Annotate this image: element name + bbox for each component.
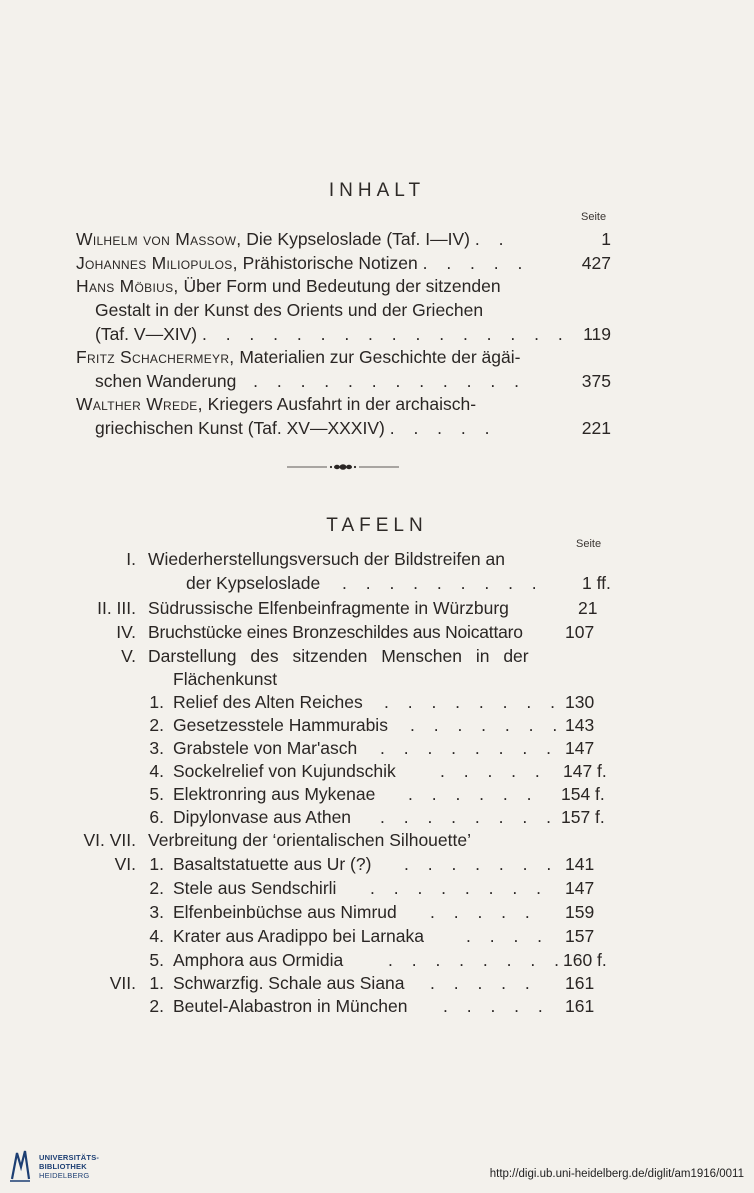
plate-roman: VI. VII.: [83, 830, 136, 850]
plate-text: Schwarzfig. Schale aus Siana: [173, 973, 405, 993]
plate-text: Relief des Alten Reiches: [173, 692, 363, 712]
toc-entry: [76, 393, 611, 441]
toc-page: 427: [581, 253, 611, 273]
plate-number: 2.: [149, 878, 164, 898]
toc-page: 375: [581, 370, 611, 391]
toc-line: [76, 275, 611, 299]
plate-text: Gesetzesstele Hammurabis: [173, 715, 388, 735]
logo-line: BIBLIOTHEK: [39, 1162, 87, 1171]
plate-page: 154 f.: [561, 784, 605, 804]
plate-page: 159: [565, 902, 595, 922]
toc-author: Wilhelm von Massow,: [76, 229, 242, 249]
toc-page: 1: [601, 229, 611, 249]
source-url-link[interactable]: http://digi.ub.uni-heidelberg.de/diglit/am1916/0011: [489, 1168, 744, 1180]
plate-row: VII. 1. Schwarzfig. Schale aus Siana . . . . . 161: [0, 972, 754, 995]
plate-roman: II. III.: [97, 598, 136, 618]
plate-number: 4.: [149, 926, 164, 946]
plate-text: Sockelrelief von Kujundschik: [173, 761, 396, 781]
toc-line: schen Wanderung . . . . . . . . . . . . 375: [76, 370, 611, 394]
plate-text: Elektronring aus Mykenae: [173, 784, 376, 804]
plate-text: Verbreitung der ‘orientalischen Silhouette’: [148, 830, 471, 850]
toc-entry: [76, 228, 611, 252]
plate-text: der Kypseloslade: [186, 573, 321, 593]
toc-page: 221: [581, 417, 611, 438]
toc-author: Walther Wrede,: [76, 394, 203, 414]
logo-line: HEIDELBERG: [39, 1171, 90, 1180]
plate-page: 161: [565, 973, 595, 993]
plate-number: 5.: [149, 950, 164, 970]
plate-page: 157: [565, 926, 595, 946]
plate-page: 21: [578, 598, 598, 618]
toc-title-cont: (Taf. V—XIV): [95, 323, 198, 344]
plate-row: [0, 621, 754, 644]
plate-roman: VII.: [109, 973, 136, 993]
plate-page: 161: [565, 996, 595, 1016]
plate-roman: IV.: [116, 622, 136, 642]
plate-roman: VI.: [114, 854, 136, 874]
plate-number: 5.: [149, 784, 164, 804]
plate-text: Wiederherstellungsversuch der Bildstreifen an: [148, 549, 505, 569]
plate-page: 147 f.: [563, 761, 607, 781]
plate-row: [0, 829, 754, 852]
plate-row: [0, 548, 754, 571]
plate-text: Stele aus Sendschirli: [173, 878, 337, 898]
plate-page: 157 f.: [561, 807, 605, 827]
toc-title: Über Form und Bedeutung der sitzenden: [183, 276, 501, 296]
plate-text: Dipylonvase aus Athen: [173, 807, 352, 827]
toc-line: Wilhelm von Massow, Die Kypseloslade (Taf. I—IV) . . 1: [76, 228, 611, 252]
plate-row: 4. Krater aus Aradippo bei Larnaka . . . . 157: [0, 925, 754, 948]
toc-line: [76, 346, 611, 370]
plate-text: Amphora aus Ormidia: [173, 950, 344, 970]
plate-row: [0, 645, 754, 668]
toc-title-cont: Gestalt in der Kunst des Orients und der Griechen: [95, 299, 484, 320]
plate-text: Elfenbeinbüchse aus Nimrud: [173, 902, 397, 922]
plate-page: 141: [565, 854, 595, 874]
inhalt-seite-label: Seite: [581, 211, 607, 223]
plate-row: 5. Elektronring aus Mykenae . . . . . . 154 f.: [0, 783, 754, 806]
plate-number: 6.: [149, 807, 164, 827]
toc-line: (Taf. V—XIV) . . . . . . . . . . . . . . . . 119: [76, 323, 611, 347]
plate-number: 2.: [149, 715, 164, 735]
plate-row: der Kypseloslade . . . . . . . . . 1 ff.: [186, 573, 611, 593]
plate-number: 4.: [149, 761, 164, 781]
plate-row: 2. Gesetzesstele Hammurabis . . . . . . . 143: [0, 714, 754, 737]
plate-page: 147: [565, 738, 595, 758]
plate-roman: V.: [121, 646, 136, 666]
plate-text: Grabstele von Mar'asch: [173, 738, 358, 758]
plate-number: 1.: [149, 854, 164, 874]
plate-page: 160 f.: [563, 950, 607, 970]
plate-page: 1 ff.: [582, 573, 611, 593]
toc-title-cont: schen Wanderung: [95, 370, 237, 391]
plate-text: Flächenkunst: [173, 669, 278, 689]
plate-row: 4. Sockelrelief von Kujundschik . . . . . 147 f.: [0, 760, 754, 783]
toc-title: Kriegers Ausfahrt in der archaisch-: [207, 394, 477, 414]
plate-number: 1.: [149, 692, 164, 712]
plate-number: 1.: [149, 973, 164, 993]
plate-text: Darstellung des sitzenden Menschen in der: [148, 646, 529, 666]
library-logo: [9, 1148, 119, 1184]
plate-text: Basaltstatuette aus Ur (?): [173, 854, 372, 874]
plate-row: 3. Elfenbeinbüchse aus Nimrud . . . . . 159: [0, 901, 754, 924]
toc-entry: [76, 346, 611, 394]
toc-page: 119: [583, 323, 611, 344]
toc-line: Johannes Miliopulos, Prähistorische Notizen . . . . . 427: [76, 252, 611, 276]
toc-title: Prähistorische Notizen: [242, 253, 418, 273]
tafeln-seite-label: Seite: [576, 538, 602, 550]
ornament-divider: [287, 461, 399, 473]
plate-row: [0, 597, 754, 620]
plate-text: Krater aus Aradippo bei Larnaka: [173, 926, 424, 946]
tafeln-heading: TAFELN: [326, 515, 428, 536]
toc-line: [76, 393, 611, 417]
toc-line: [76, 299, 611, 323]
toc-entry: [76, 275, 611, 346]
toc-title: Materialien zur Geschichte der ägäi-: [239, 347, 521, 367]
plate-page: 147: [565, 878, 595, 898]
toc-title: Die Kypseloslade (Taf. I—IV): [246, 229, 470, 249]
plate-page: 107: [565, 622, 595, 642]
logo-line: UNIVERSITÄTS-: [39, 1153, 100, 1162]
plate-number: 2.: [149, 996, 164, 1016]
plate-row: 2. Stele aus Sendschirli . . . . . . . . 147: [0, 877, 754, 900]
plate-text: Südrussische Elfenbeinfragmente in Würzburg: [148, 598, 509, 618]
plate-page: 143: [565, 715, 595, 735]
toc-author: Fritz Schachermeyr,: [76, 347, 235, 367]
plate-roman: I.: [126, 549, 136, 569]
plate-row: 3. Grabstele von Mar'asch . . . . . . . . 147: [0, 737, 754, 760]
plate-number: 3.: [149, 738, 164, 758]
toc-author: Johannes Miliopulos,: [76, 253, 238, 273]
plate-page: 130: [565, 692, 595, 712]
plate-text: Beutel-Alabastron in München: [173, 996, 408, 1016]
inhalt-heading: INHALT: [328, 180, 426, 201]
toc-line: griechischen Kunst (Taf. XV—XXXIV) . . . . . 221: [76, 417, 611, 441]
plate-row: 2. Beutel-Alabastron in München . . . . . 161: [0, 995, 754, 1018]
plate-number: 3.: [149, 902, 164, 922]
plate-row: 1. Relief des Alten Reiches . . . . . . . . 130: [0, 691, 754, 714]
toc-title-cont: griechischen Kunst (Taf. XV—XXXIV): [95, 417, 385, 438]
toc-author: Hans Möbius,: [76, 276, 179, 296]
plate-row: 6. Dipylonvase aus Athen . . . . . . . . 157 f.: [0, 806, 754, 829]
plate-row: [0, 668, 754, 691]
plate-row: VI. 1. Basaltstatuette aus Ur (?) . . . . . . . 141: [0, 853, 754, 876]
plate-text: Bruchstücke eines Bronzeschildes aus Noicattaro: [148, 622, 523, 642]
plate-row: 5. Amphora aus Ormidia . . . . . . . . 160 f.: [0, 949, 754, 972]
toc-entry: [76, 252, 611, 276]
library-logo-icon: [9, 1149, 31, 1183]
